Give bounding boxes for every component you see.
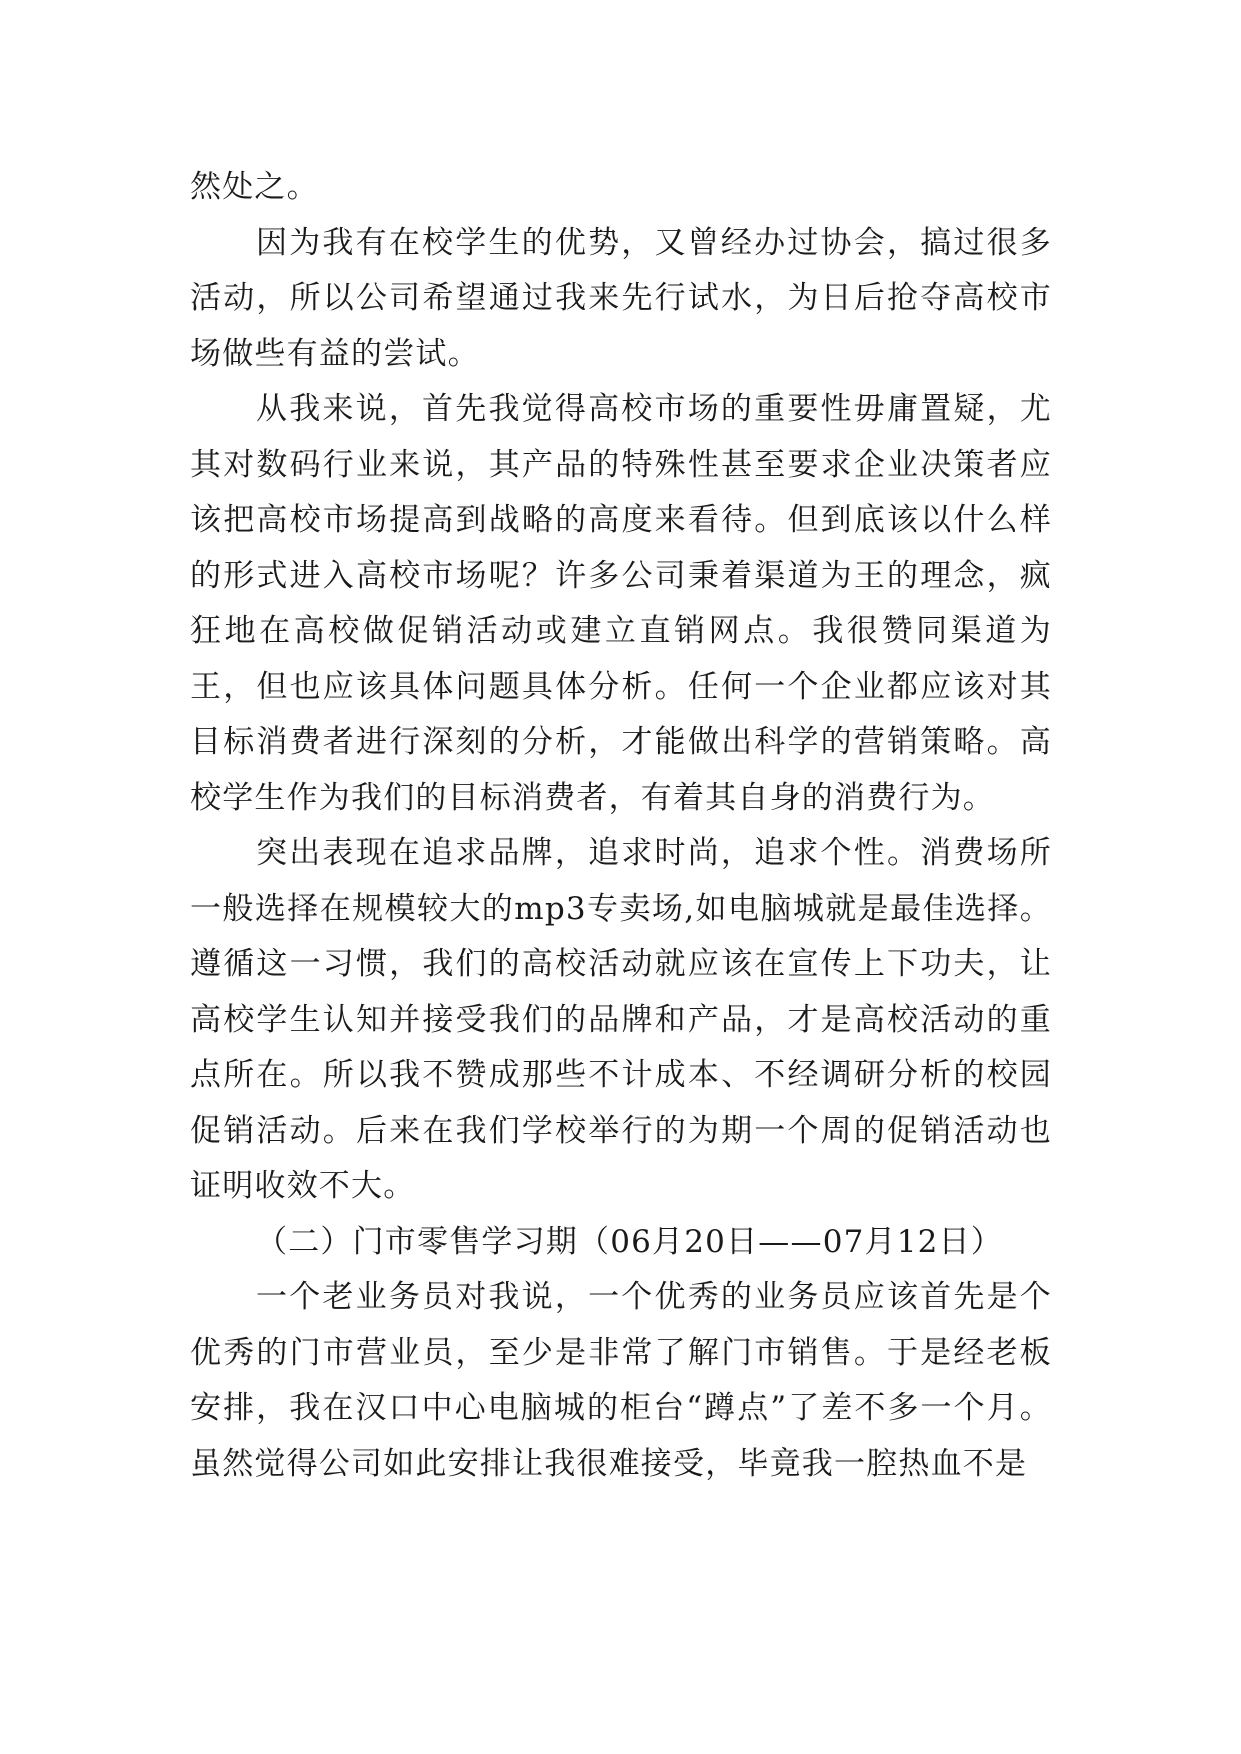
paragraph-campus-market: 从我来说，首先我觉得高校市场的重要性毋庸置疑，尤其对数码行业来说，其产品的特殊性甚至要求企业决策者应该把高校市场提高到战略的高度来看待。但到底该以什么样的形式进入高校市场呢？许多公司秉着渠道为王的理念，疯狂地在高校做促销活动或建立直销网点。我很赞同渠道为王，但也应该具体问题具体分析。任何一个企业都应该对其目标消费者进行深刻的分析，才能做出科学的营销策略。高校学生作为我们的目标消费者，有着其自身的消费行为。 (190, 391, 1052, 816)
paragraph-student-advantage: 因为我有在校学生的优势，又曾经办过协会，搞过很多活动，所以公司希望通过我来先行试水，为日后抢夺高校市场做些有益的尝试。 (190, 224, 1052, 372)
paragraph-consumer-behavior: 突出表现在追求品牌，追求时尚，追求个性。消费场所一般选择在规模较大的mp3专卖场,如电脑城就是最佳选择。遵循这一习惯，我们的高校活动就应该在宣传上下功夫，让高校学生认知并接受我们的品牌和产品，才是高校活动的重点所在。所以我不赞成那些不计成本、不经调研分析的校园促销活动。后来在我们学校举行的为期一个周的促销活动也证明收效不大。 (190, 835, 1052, 1204)
body-text (190, 160, 1052, 1492)
paragraph-retail-learning: 一个老业务员对我说，一个优秀的业务员应该首先是个优秀的门市营业员，至少是非常了解门市销售。于是经老板安排，我在汉口中心电脑城的柜台“蹲点”了差不多一个月。虽然觉得公司如此安排让我很难接受，毕竟我一腔热血不是 (190, 1279, 1052, 1482)
paragraph-continuation: 然处之。 (190, 169, 319, 205)
section-heading: （二）门市零售学习期（06月20日——07月12日） (256, 1223, 1003, 1260)
